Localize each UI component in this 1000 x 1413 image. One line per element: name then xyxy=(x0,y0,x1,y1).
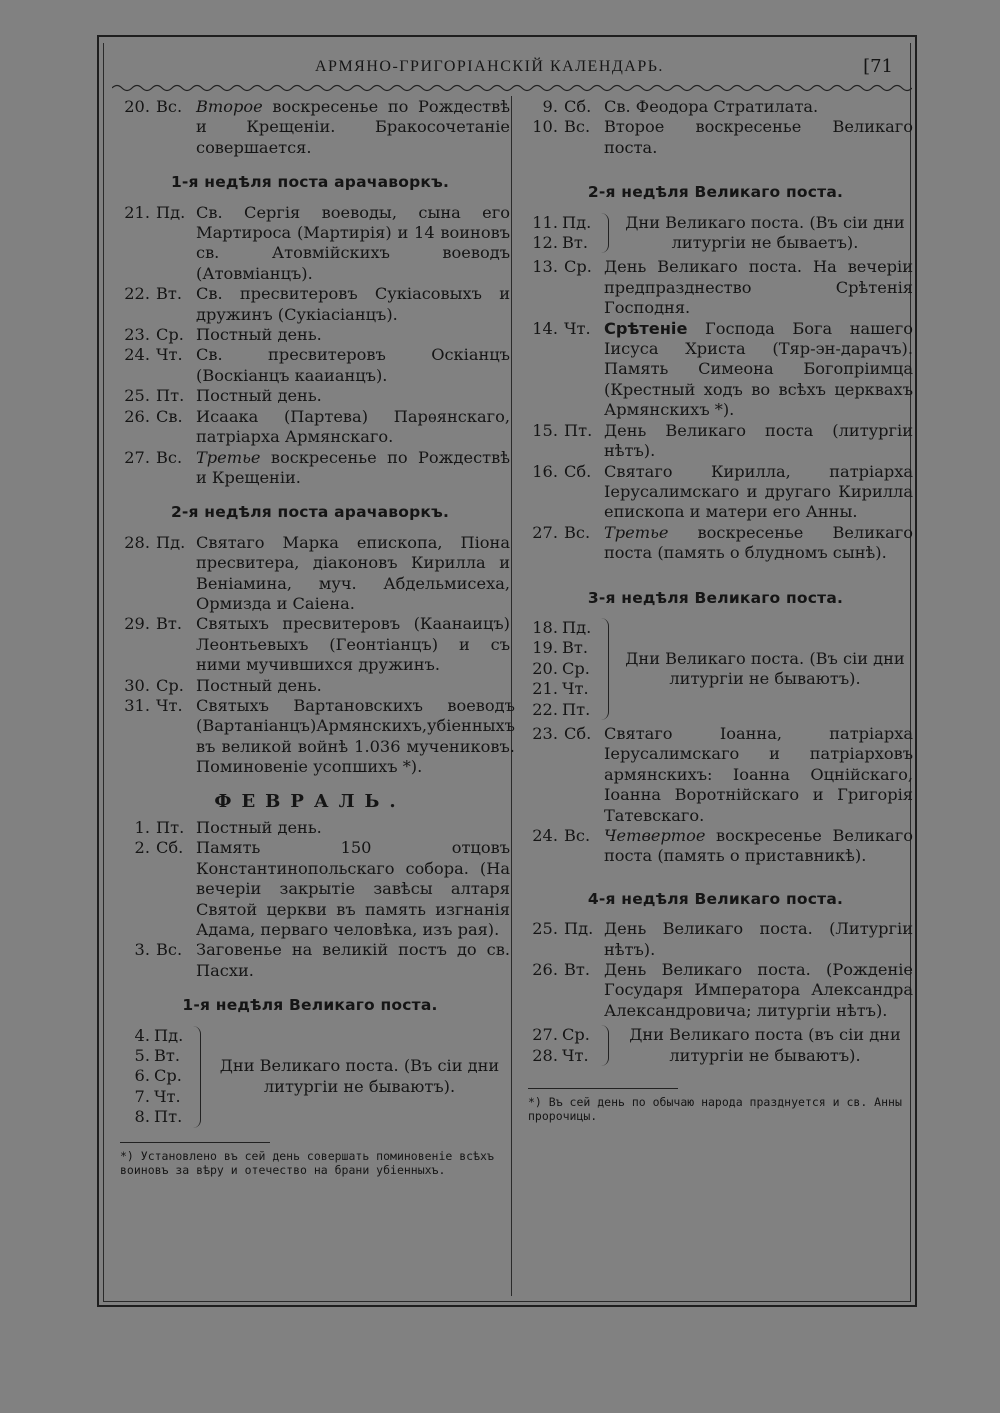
entry-body: Св. Сергія воеводы, сына его Мартироса (Мартирія) и 14 воиновъ св. Атовмійскихъ воеводъ (Атовміанцъ). xyxy=(196,202,510,283)
entry-date: 2. xyxy=(134,838,150,858)
entry-date: 27. xyxy=(124,447,150,467)
group-day xyxy=(110,1026,190,1046)
entry-body: Постный день. xyxy=(196,818,322,837)
entry-date: 26. xyxy=(124,406,150,426)
calendar-entry xyxy=(110,386,510,406)
entry-weekday: Пд. xyxy=(156,532,186,552)
entry-date: 21. xyxy=(532,679,558,699)
entry-date: 4. xyxy=(134,1025,150,1045)
entry-text xyxy=(196,614,510,675)
footnote-rule xyxy=(528,1088,678,1089)
entry-body: Исаака (Партева) Парѳянскаго, патріарха Армянскаго. xyxy=(196,406,510,447)
entry-weekday: Вт. xyxy=(562,233,588,253)
left-section2-entries xyxy=(110,532,515,778)
day-group xyxy=(518,618,913,720)
calendar-entry xyxy=(110,203,510,285)
month-heading: ФЕВРАЛЬ. xyxy=(214,790,406,812)
entry-body: Святаго Іоанна, патріарха Іерусалимскаго и патріарховъ армянскихъ: Іоанна Оцнійскаго, Іоанна Воротнійскаго и Григорія Татевскаго. xyxy=(604,723,913,825)
entry-date: 12. xyxy=(532,233,558,253)
curly-brace xyxy=(598,213,609,254)
calendar-entry xyxy=(110,448,510,489)
entry-text xyxy=(604,523,913,564)
running-title: АРМЯНО-ГРИГОРІАНСКІЙ КАЛЕНДАРЬ. xyxy=(315,58,664,75)
calendar-entry xyxy=(518,421,913,462)
entry-date: 20. xyxy=(124,97,150,116)
entry-text xyxy=(196,284,510,325)
entry-weekday: Чт. xyxy=(562,679,589,699)
group-text: Дни Великаго поста (въ сіи дни литургіи не бываютъ). xyxy=(629,1025,901,1065)
entry-date: 3. xyxy=(134,940,150,960)
entry-text xyxy=(604,724,913,826)
calendar-entry xyxy=(110,284,510,325)
entry-weekday: Пт. xyxy=(564,420,593,440)
group-day xyxy=(518,1025,598,1045)
entry-date: 6. xyxy=(134,1066,150,1086)
entry-body: День Великаго поста. На вечеріи предпразднество Срѣтенія Господня. xyxy=(604,257,913,318)
entry-date: 25. xyxy=(532,919,558,939)
entry-weekday: Чт. xyxy=(154,1086,181,1106)
calendar-entry xyxy=(110,533,510,615)
entry-date: 31. xyxy=(124,695,150,715)
group-days xyxy=(518,618,598,720)
calendar-entry xyxy=(518,826,913,867)
entry-date: 1. xyxy=(134,818,150,837)
entry-weekday: Вт. xyxy=(156,614,182,634)
curly-brace xyxy=(190,1026,201,1128)
group-day xyxy=(518,659,598,679)
fast-days-group xyxy=(518,1025,913,1066)
entry-date: 22. xyxy=(532,699,558,719)
entry-date: 27. xyxy=(532,1025,558,1045)
calendar-entry xyxy=(518,960,913,1021)
group-day xyxy=(518,638,598,658)
group-day xyxy=(518,618,598,638)
calendar-entry xyxy=(110,818,510,838)
right-section1-entries xyxy=(518,257,913,563)
left-section1-entries xyxy=(110,203,510,489)
calendar-entry xyxy=(110,325,510,345)
entry-body: Св. Феодора Стратилата. xyxy=(604,97,819,116)
entry-body: воскресенье Великаго поста (память о блудномъ сынѣ). xyxy=(604,522,913,563)
entry-date: 19. xyxy=(532,638,558,658)
entry-italic-text: Третье xyxy=(196,447,261,467)
entry-weekday: Вт. xyxy=(154,1046,180,1066)
february-entries xyxy=(110,818,510,981)
group-day xyxy=(518,213,598,233)
entry-bold-text: Срѣтеніе xyxy=(604,318,688,338)
entry-body: Второе воскресенье Великаго поста. xyxy=(604,117,913,157)
entry-weekday: Вт. xyxy=(562,638,588,658)
entry-body: Постный день. xyxy=(196,675,322,695)
entry-text xyxy=(196,407,510,448)
entry-weekday: Вт. xyxy=(156,284,182,304)
footnote-rule xyxy=(120,1142,270,1143)
entry-weekday: Сб. xyxy=(564,723,592,743)
fast-days-group xyxy=(518,213,913,254)
entry-weekday: Вс. xyxy=(564,826,591,845)
entry-body: Святаго Марка епископа, Піона пресвитера, діаконовъ Кирилла и Веніамина, муч. Абдельмисеха, Ормизда и Саіена. xyxy=(196,532,510,613)
calendar-entry xyxy=(518,97,913,117)
entry-weekday: Чт. xyxy=(564,318,591,338)
entry-date: 26. xyxy=(532,960,558,980)
entry-date: 29. xyxy=(124,614,150,634)
entry-body: Память 150 отцовъ Константинопольскаго собора. (На вечеріи закрытіе завѣсы алтаря Святой церкви въ память изгнанія Адама, перваго человѣка, изъ рая). xyxy=(196,838,510,940)
entry-text xyxy=(604,97,913,117)
group-day xyxy=(518,1046,598,1066)
entry-weekday: Ср. xyxy=(564,257,592,277)
entry-weekday: Пт. xyxy=(156,386,185,406)
entry-weekday: Чт. xyxy=(156,345,183,365)
entry-italic-text: Четвертое xyxy=(604,826,706,845)
entry-date: 23. xyxy=(124,325,150,345)
entry-date: 14. xyxy=(532,318,558,338)
footnote: *) Въ сей день по обычаю народа празднуется и св. Анны пророчицы. xyxy=(528,1095,902,1124)
entry-date: 30. xyxy=(124,675,150,695)
entry-body: Св. пресвитеровъ Оскіанцъ (Воскіанцъ кааианцъ). xyxy=(196,345,510,385)
entry-weekday: Пт. xyxy=(156,818,185,837)
entry-date: 11. xyxy=(532,212,558,232)
entry-text xyxy=(196,345,510,386)
entry-date: 8. xyxy=(134,1107,150,1127)
curly-brace xyxy=(598,618,609,720)
page-number: [71 xyxy=(863,56,893,77)
entry-body: Святыхъ Вартановскихъ воеводъ (Вартаніанцъ)Армянскихъ,убіенныхъ въ великой войнѣ 1.036 мучениковъ. Поминовеніе усопшихъ *). xyxy=(196,695,515,777)
calendar-entry xyxy=(518,117,913,158)
entry-text xyxy=(604,257,913,318)
entry-date: 16. xyxy=(532,461,558,481)
entry-date: 18. xyxy=(532,617,558,637)
entry-date: 5. xyxy=(134,1046,150,1066)
left-column xyxy=(110,97,515,1177)
fast-days-group xyxy=(518,618,913,720)
entry-weekday: Сб. xyxy=(156,838,184,858)
section-heading: 3-я недѣля Великаго поста. xyxy=(587,588,844,607)
calendar-entry xyxy=(110,940,510,981)
entry-date: 13. xyxy=(532,257,558,277)
entry-text xyxy=(196,940,510,981)
entry-body: Постный день. xyxy=(196,325,322,345)
entry-text xyxy=(604,319,913,421)
entry-weekday: Ср. xyxy=(156,325,184,345)
entry-weekday: Пд. xyxy=(562,617,592,637)
entry-body: День Великаго поста (литургіи нѣтъ). xyxy=(604,420,913,461)
entry-italic-text: Второе xyxy=(196,97,263,116)
section-heading: 2-я недѣля Великаго поста. xyxy=(587,183,844,202)
section-heading: 1-я недѣля Великаго поста. xyxy=(182,996,438,1015)
entry-body: День Великаго поста. (Литургіи нѣтъ). xyxy=(604,919,913,959)
entry-text xyxy=(604,117,913,158)
group-day xyxy=(518,679,598,699)
day-group xyxy=(110,1026,510,1128)
entry-date: 28. xyxy=(124,532,150,552)
entry-date: 22. xyxy=(124,284,150,304)
entry-weekday: Пт. xyxy=(154,1107,183,1127)
calendar-entry xyxy=(518,257,913,318)
group-text: Дни Великаго поста. (Въ сіи дни литургіи не бываетъ). xyxy=(625,212,905,253)
section-heading: 1-я недѣля поста арачаворкъ. xyxy=(170,173,450,192)
entry-date: 27. xyxy=(532,522,558,542)
entry-text xyxy=(196,97,510,158)
group-day xyxy=(518,233,598,253)
day-group xyxy=(518,1025,913,1066)
entry-date: 10. xyxy=(532,117,558,137)
entry-date: 15. xyxy=(532,420,558,440)
entry-weekday: Вс. xyxy=(564,522,591,542)
entry-weekday: Ср. xyxy=(156,675,184,695)
entry-body: Св. пресвитеровъ Сукіасовыхъ и дружинъ (Сукіасіанцъ). xyxy=(196,284,510,324)
group-days xyxy=(518,213,598,254)
entry-body: воскресенье по Рождествѣ и Крещеніи. xyxy=(196,447,510,487)
right-section3-entries xyxy=(518,919,913,1021)
entry-weekday: Вт. xyxy=(564,960,590,980)
entry-weekday: Чт. xyxy=(562,1045,589,1065)
group-day xyxy=(110,1107,190,1127)
entry-weekday: Ср. xyxy=(562,1025,590,1045)
entry-body: воскресенье по Рождествѣ и Крещеніи. Бракосочетаніе совершается. xyxy=(196,97,510,157)
entry-weekday: Вс. xyxy=(564,117,591,137)
entry-weekday: Вс. xyxy=(156,940,183,960)
entry-text xyxy=(604,960,913,1021)
entry-text xyxy=(196,203,510,285)
entry-body: Постный день. xyxy=(196,386,322,406)
group-day xyxy=(110,1046,190,1066)
entry-text xyxy=(196,533,510,615)
entry-weekday: Вс. xyxy=(156,447,183,467)
entry-text xyxy=(196,448,510,489)
entry-date: 9. xyxy=(542,97,558,116)
entry-text xyxy=(604,421,913,462)
entry-text xyxy=(196,696,515,778)
footnote: *) Установлено въ сей день совершать поминовеніе всѣхъ воиновъ за вѣру и отечество на брани убіенныхъ. xyxy=(120,1148,494,1177)
calendar-entry xyxy=(110,838,510,940)
calendar-entry xyxy=(110,345,510,386)
entry-text xyxy=(604,919,913,960)
entry-date: 20. xyxy=(532,658,558,678)
entry-date: 7. xyxy=(134,1086,150,1106)
group-day xyxy=(110,1066,190,1086)
group-days xyxy=(110,1026,190,1128)
entry-text xyxy=(604,826,913,867)
group-text: Дни Великаго поста. (Въ сіи дни литургіи не бываютъ). xyxy=(625,648,905,688)
left-top-entries xyxy=(110,97,510,158)
entry-weekday: Ср. xyxy=(154,1066,182,1086)
right-column xyxy=(518,97,913,1123)
section-heading: 2-я недѣля поста арачаворкъ. xyxy=(170,503,450,522)
entry-weekday: Пт. xyxy=(562,699,591,719)
calendar-entry xyxy=(518,523,913,564)
entry-weekday: Св. xyxy=(156,406,183,426)
entry-date: 23. xyxy=(532,723,558,743)
entry-italic-text: Третье xyxy=(604,522,669,542)
entry-weekday: Пд. xyxy=(564,919,594,939)
entry-weekday: Пд. xyxy=(562,212,592,232)
entry-weekday: Сб. xyxy=(564,461,592,481)
calendar-entry xyxy=(518,919,913,960)
calendar-entry xyxy=(518,319,913,421)
entry-text xyxy=(196,818,510,838)
calendar-entry xyxy=(518,462,913,523)
right-top-entries xyxy=(518,97,913,158)
entry-date: 28. xyxy=(532,1045,558,1065)
day-group xyxy=(518,213,913,254)
entry-text xyxy=(196,838,510,940)
entry-date: 24. xyxy=(532,826,558,845)
entry-weekday: Вс. xyxy=(156,97,183,116)
section-heading: 4-я недѣля Великаго поста. xyxy=(587,889,844,908)
calendar-entry xyxy=(110,97,510,158)
group-day xyxy=(110,1087,190,1107)
entry-body: Святаго Кирилла, патріарха Іерусалимскаго и другаго Кирилла епископа и матери его Анны. xyxy=(604,461,913,522)
entry-date: 24. xyxy=(124,345,150,365)
calendar-entry xyxy=(518,724,913,826)
entry-body: Святыхъ пресвитеровъ (Каанаицъ) Леонтьевыхъ (Геонтіанцъ) и съ ними мучившихся дружинъ. xyxy=(196,614,510,675)
entry-weekday: Пд. xyxy=(154,1025,184,1045)
calendar-entry xyxy=(110,614,510,675)
entry-body: Заговенье на великій постъ до св. Пасхи. xyxy=(196,940,510,980)
entry-date: 21. xyxy=(124,202,150,222)
calendar-entry xyxy=(110,407,510,448)
entry-body: День Великаго поста. (Рожденіе Государя Императора Александра Александровича; литургіи нѣтъ). xyxy=(604,960,913,1020)
entry-weekday: Ср. xyxy=(562,658,590,678)
group-day xyxy=(518,700,598,720)
entry-date: 25. xyxy=(124,386,150,406)
calendar-entry xyxy=(110,676,510,696)
entry-weekday: Чт. xyxy=(156,695,183,715)
entry-body: Господа Бога нашего Іисуса Христа (Тяр-эн-дарачъ). Память Симеона Богопріимца (Крестный ходъ во всѣхъ церквахъ Армянскихъ *). xyxy=(604,318,913,420)
entry-weekday: Сб. xyxy=(564,97,592,116)
right-section2-entries xyxy=(518,724,913,867)
entry-body: воскресенье Великаго поста (память о приставникѣ). xyxy=(604,826,913,866)
entry-text xyxy=(196,325,510,345)
curly-brace xyxy=(598,1025,609,1066)
entry-weekday: Пд. xyxy=(156,202,186,222)
entry-text xyxy=(196,676,510,696)
calendar-entry xyxy=(110,695,515,778)
fast-days-group xyxy=(110,1026,510,1128)
entry-text xyxy=(604,462,913,523)
header-ornament-rule xyxy=(112,82,912,94)
group-days xyxy=(518,1025,598,1066)
group-text: Дни Великаго поста. (Въ сіи дни литургіи не бываютъ). xyxy=(219,1056,500,1096)
entry-text xyxy=(196,386,510,406)
